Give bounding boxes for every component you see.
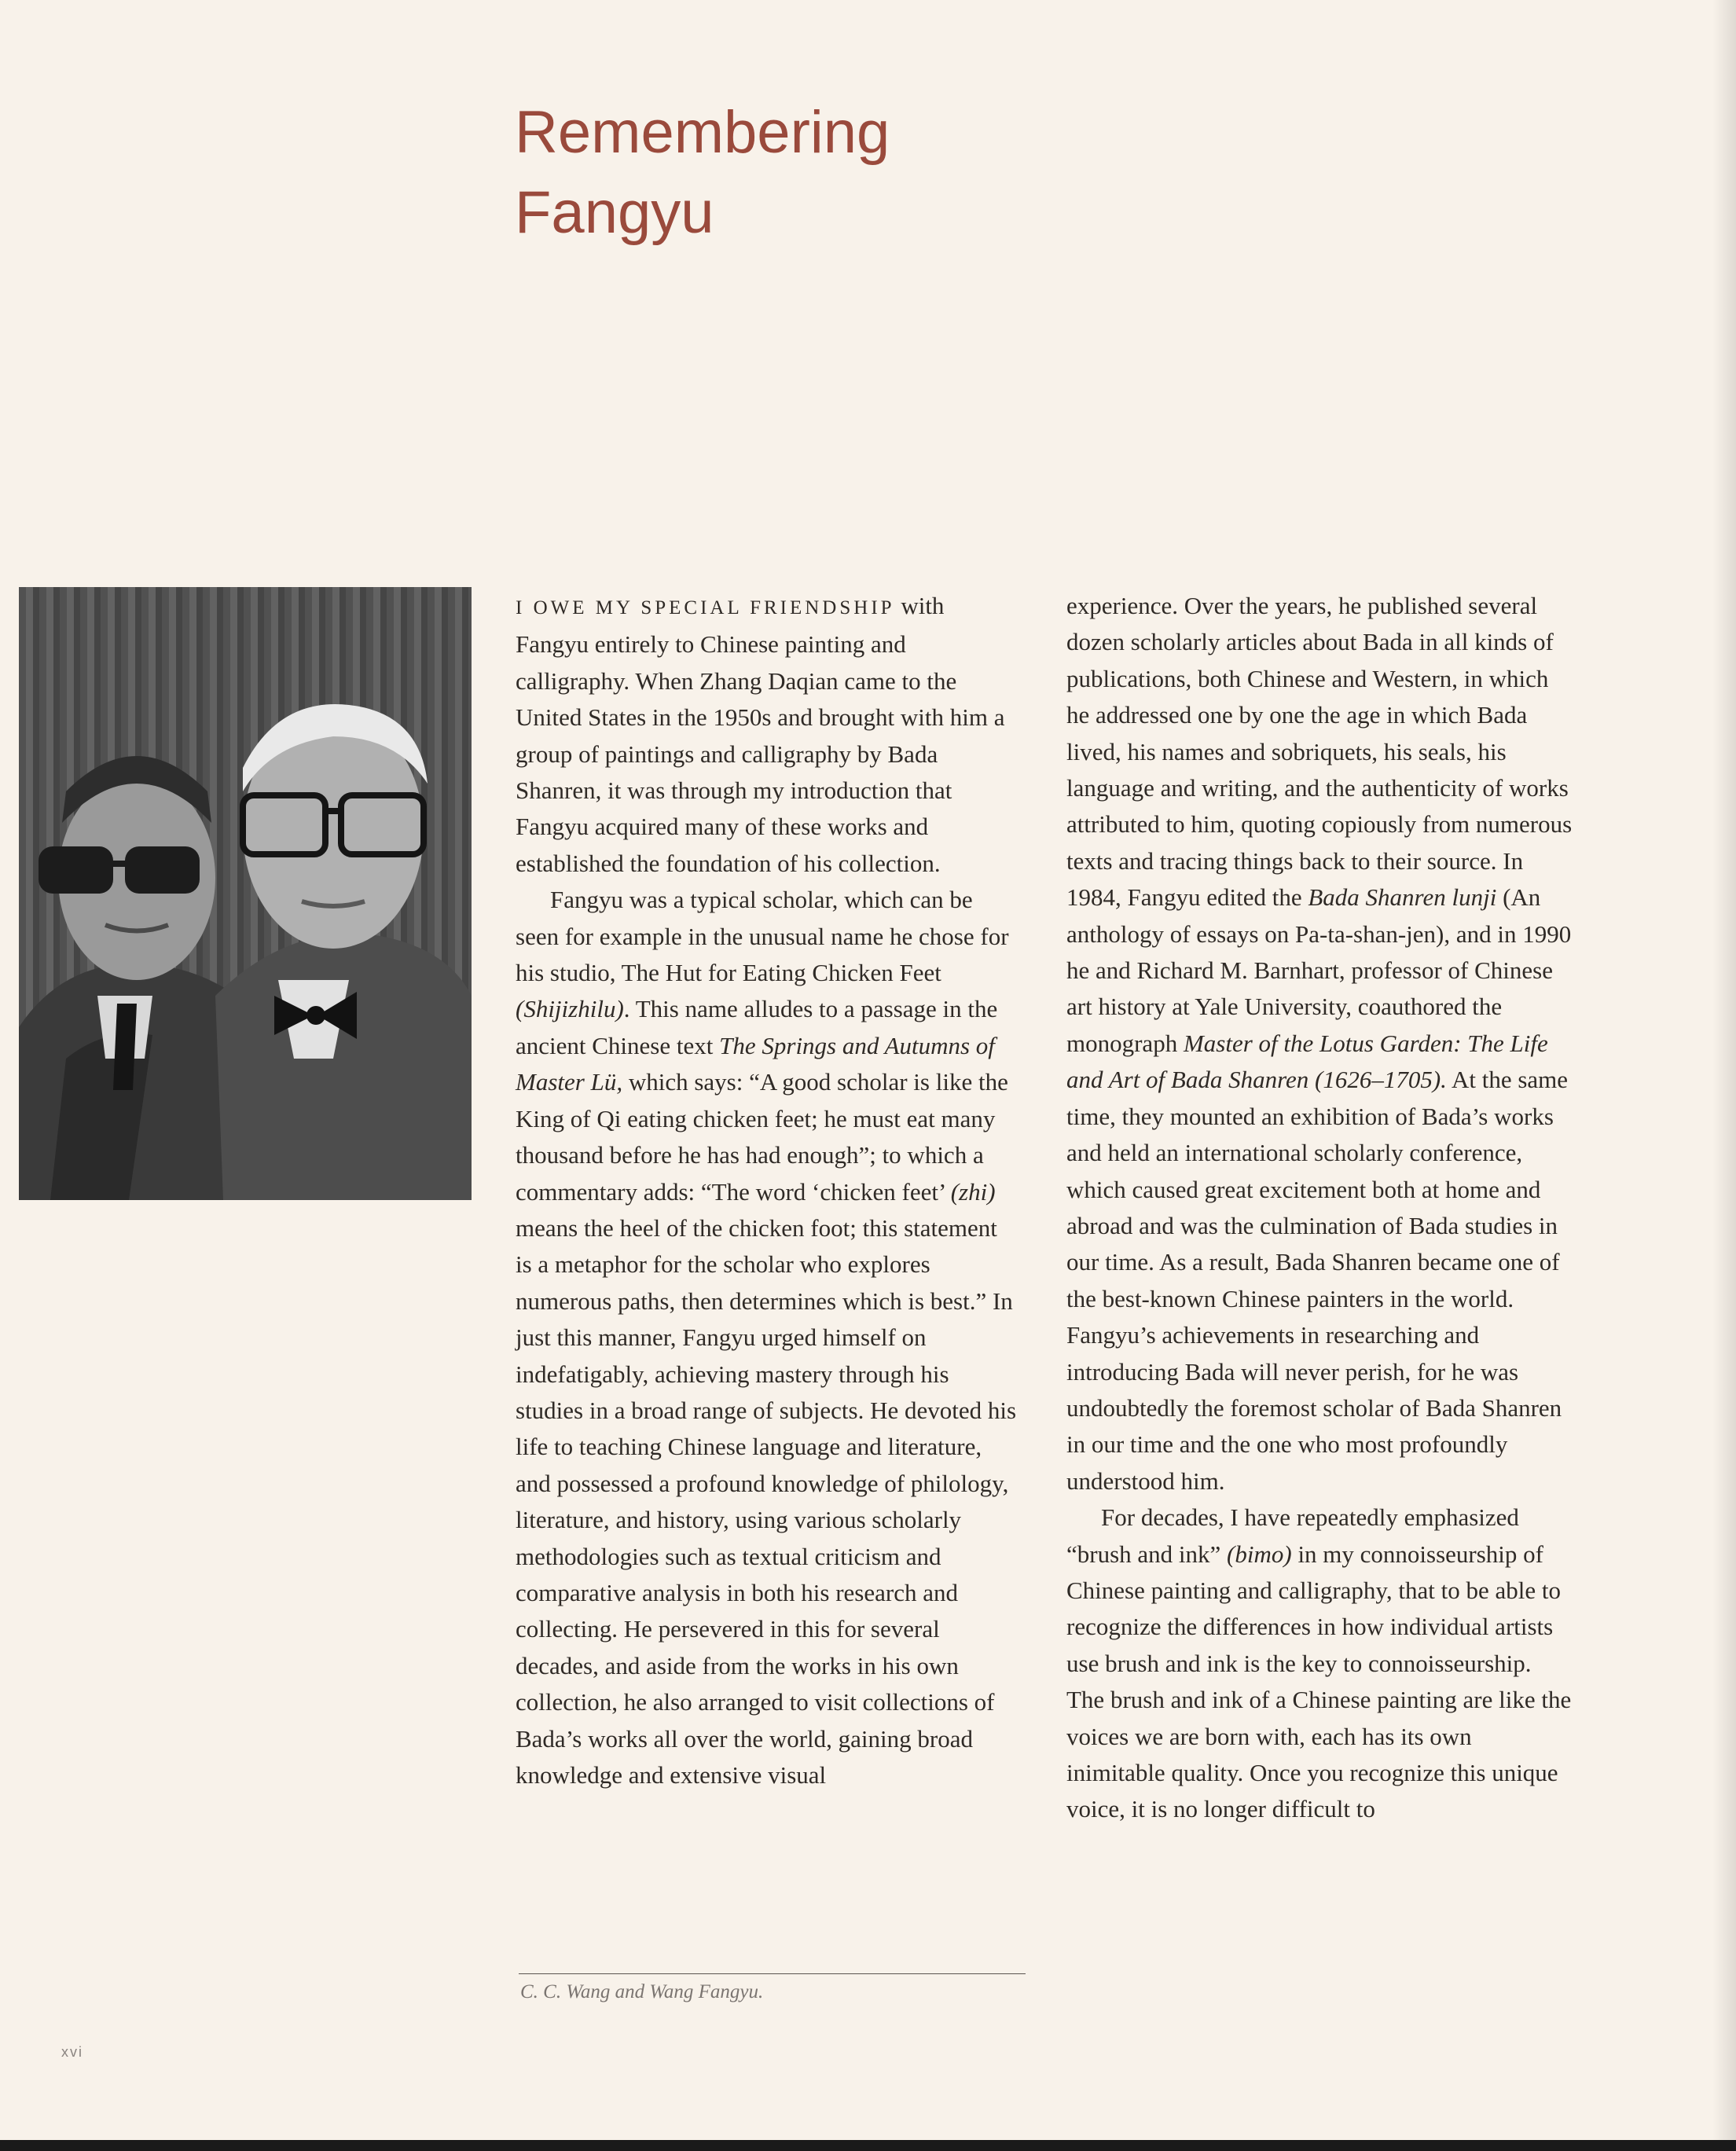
book-title-italic: The Springs and Autumns of Master Lü, bbox=[516, 1031, 995, 1096]
term-italic: (zhi) bbox=[950, 1177, 996, 1206]
studio-name-italic: (Shijizhilu) bbox=[516, 995, 624, 1023]
portrait-illustration bbox=[19, 587, 472, 1200]
paragraph-3-text-c: At the same time, they mounted an exhibition of Bada’s works and held an international scholarly conference, which caused great excitement both at home and abroad and was the culmination of Bada studies in our time. As a result, Bada Shanren became one of the best-known Chinese painters in the world. Fangyu’s achievements in researching and introducing Bada will never perish, for he was undoubtedly the foremost scholar of Bada Shanren in our time and the one who most profoundly understood him. bbox=[1066, 1066, 1569, 1495]
paragraph-2-text-c: which says: “A good scholar is like the King of Qi eating chicken feet; he must eat many thousand before he has had enough”; to which a commentary adds: “The word ‘chicken feet’ bbox=[516, 1068, 1008, 1206]
paragraph-2-text-a: Fangyu was a typical scholar, which can be seen for example in the unusual name he chose for his studio, The Hut for Eating Chicken Feet bbox=[516, 886, 1009, 987]
title-line-2: Fangyu bbox=[515, 179, 714, 246]
paragraph-1 bbox=[516, 588, 1018, 882]
paragraph-4-text-b: in my connoisseurship of Chinese painting and calligraphy, that to be able to recognize the differences in how individual artists use brush and ink is the key to connoisseurship. The brush and ink of a Chinese painting are like the voices we are born with, each has its own inimitable quality. Once you recognize this unique voice, it is no longer difficult to bbox=[1066, 1540, 1572, 1823]
paragraph-3 bbox=[1066, 588, 1573, 1499]
scan-bottom-edge bbox=[0, 2140, 1736, 2151]
page-edge-shadow bbox=[1712, 0, 1736, 2151]
lead-in-caps: I OWE MY SPECIAL FRIENDSHIP bbox=[516, 597, 895, 619]
paragraph-4-text-a: For decades, I have repeatedly emphasized “brush and ink” bbox=[1066, 1503, 1519, 1568]
paragraph-2 bbox=[516, 882, 1018, 1793]
paragraph-2-text-d: means the heel of the chicken foot; this statement is a metaphor for the scholar who explores numerous paths, then determines which is best.” In just this manner, Fangyu urged himself on indefatigably, achieving mastery through his studies in a broad range of subjects. He devoted his life to teaching Chinese language and literature, and possessed a profound knowledge of philology, literature, and history, using various scholarly methodologies such as textual criticism and comparative analysis in both his research and collecting. He persevered in this for several decades, and aside from the works in his own collection, he also arranged to visit collections of Bada’s works all over the world, gaining broad knowledge and extensive visual bbox=[516, 1213, 1017, 1789]
title-line-1: Remembering bbox=[515, 99, 890, 166]
photo-caption: C. C. Wang and Wang Fangyu. bbox=[520, 1981, 764, 2002]
text-column-left bbox=[516, 588, 1018, 1793]
text-column-right bbox=[1066, 588, 1573, 1828]
page-title bbox=[515, 93, 1222, 253]
paragraph-3-text-a: experience. Over the years, he published several dozen scholarly articles about Bada in all kinds of publications, both Chinese and Western, in which he addressed one by one the age in which Bada lived, his names and sobriquets, his seals, his language and writing, and the authenticity of works attributed to him, quoting copiously from numerous texts and tracing things back to their source. In 1984, Fangyu edited the bbox=[1066, 592, 1573, 912]
caption-divider bbox=[519, 1973, 1026, 1974]
monograph-title-italic: Master of the Lotus Garden: The Life and Art of Bada Shanren (1626–1705). bbox=[1066, 1029, 1548, 1094]
anthology-title-italic: Bada Shanren lunji bbox=[1308, 883, 1497, 912]
paragraph-3-text-b: (An anthology of essays on Pa-ta-shan-jen), and in 1990 he and Richard M. Barnhart, professor of Chinese art history at Yale University, coauthored the monograph bbox=[1066, 883, 1572, 1057]
portrait-photo bbox=[19, 587, 472, 1200]
paragraph-4 bbox=[1066, 1499, 1573, 1828]
bimo-italic: (bimo) bbox=[1227, 1540, 1292, 1568]
page-number: xvi bbox=[61, 2044, 83, 2060]
paragraph-2-text-b: . This name alludes to a passage in the ancient Chinese text bbox=[516, 995, 998, 1059]
paragraph-1-text: with Fangyu entirely to Chinese painting and calligraphy. When Zhang Daqian came to the United States in the 1950s and brought with him a group of paintings and calligraphy by Bada Shanren, it was through my introduction that Fangyu acquired many of these works and established the foundation of his collection. bbox=[516, 592, 1005, 877]
